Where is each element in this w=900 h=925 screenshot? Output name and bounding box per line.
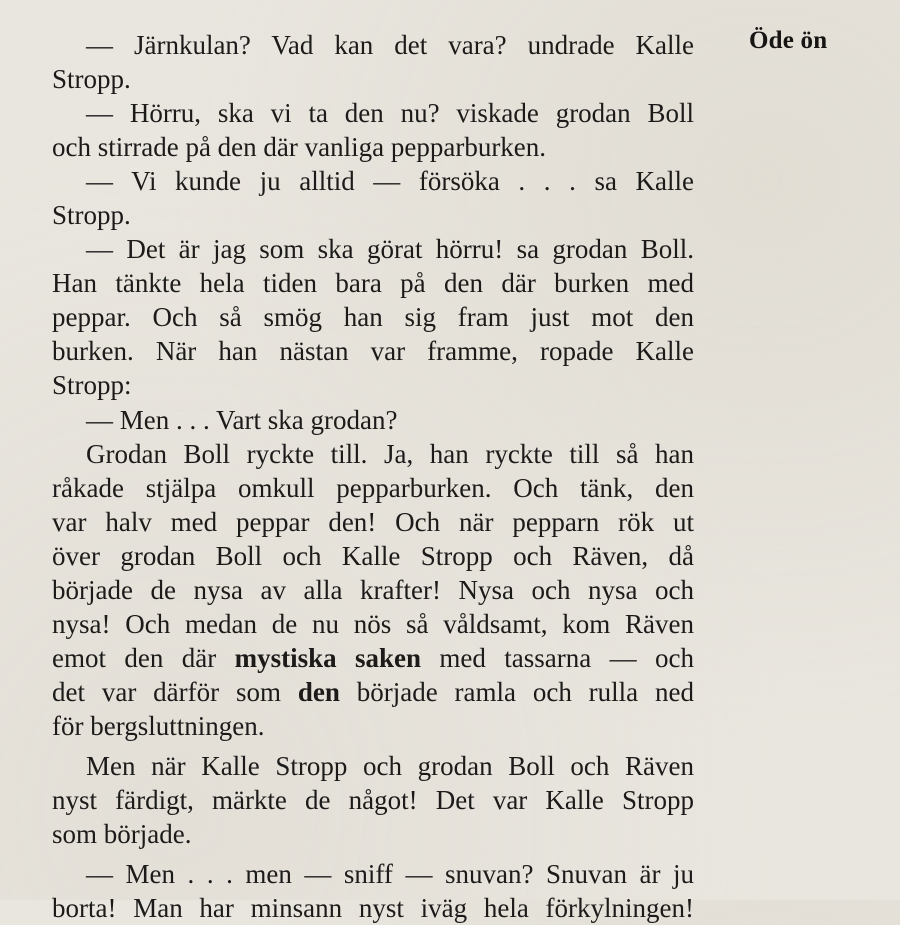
text-line: — Hörru, ska vi ta den nu? viskade grodan Boll <box>86 98 694 129</box>
text-line: burken. När han nästan var framme, ropade Kalle <box>52 336 694 367</box>
text-line: — Men . . . Vart ska grodan? <box>86 404 398 435</box>
text-line: emot den där mystiska saken med tassarna — och <box>52 642 694 673</box>
text-line: för bergsluttningen. <box>52 710 265 741</box>
running-header: Öde ön <box>749 27 828 54</box>
text-line: nyst färdigt, märkte de något! Det var Kalle Stropp <box>52 785 694 816</box>
text-line: råkade stjälpa omkull pepparburken. Och tänk, den <box>52 472 694 503</box>
text-line: — Men . . . men — sniff — snuvan? Snuvan är ju <box>86 859 694 890</box>
text-line: som började. <box>52 819 192 850</box>
text-line: Stropp: <box>52 370 132 401</box>
emphasis: den <box>297 676 340 707</box>
text-line: Stropp. <box>52 64 131 95</box>
text-line: — Vi kunde ju alltid — försöka . . . sa Kalle <box>86 166 694 197</box>
text-line: — Järnkulan? Vad kan det vara? undrade Kalle <box>86 30 694 60</box>
text-line: det var därför som den började ramla och rulla ned <box>52 676 694 707</box>
text-line: över grodan Boll och Kalle Stropp och Räven, då <box>52 540 694 571</box>
text-line: Han tänkte hela tiden bara på den där burken med <box>52 268 694 299</box>
text-line: började de nysa av alla krafter! Nysa och nysa och <box>52 574 694 605</box>
text-line: Stropp. <box>52 200 131 231</box>
text-line: — Det är jag som ska görat hörru! sa grodan Boll. <box>86 234 694 265</box>
text-line: och stirrade på den där vanliga pepparburken. <box>52 132 547 163</box>
text-line: peppar. Och så smög han sig fram just mot den <box>52 302 694 333</box>
text-line: Men när Kalle Stropp och grodan Boll och Räven <box>86 750 694 781</box>
text-line: Grodan Boll ryckte till. Ja, han ryckte till så han <box>86 438 694 469</box>
emphasis: mystiska saken <box>234 642 422 673</box>
text-line: borta! Man har minsann nyst iväg hela förkylningen! <box>52 893 694 924</box>
text-line: var halv med peppar den! Och när pepparn rök ut <box>52 506 694 537</box>
text-line: nysa! Och medan de nu nös så våldsamt, kom Räven <box>52 608 694 639</box>
body-text <box>52 28 694 925</box>
